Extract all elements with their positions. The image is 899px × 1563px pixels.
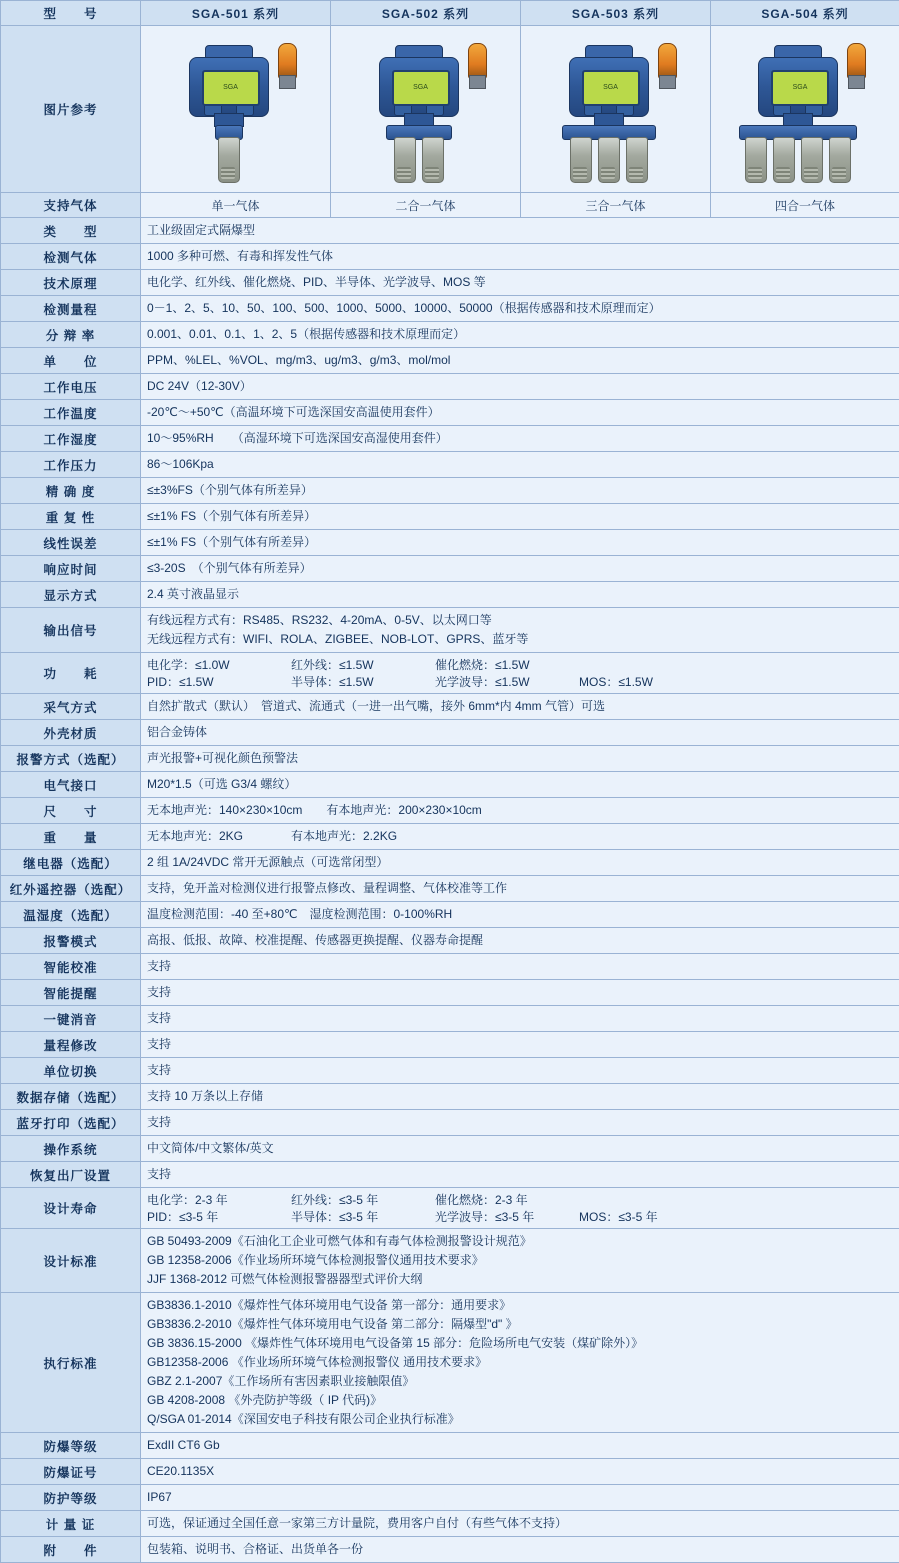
- spec2-value-4: [141, 772, 899, 798]
- device-illustration-1: [161, 33, 311, 185]
- value-line: 支持: [147, 957, 893, 976]
- gas-sensor-probe: [801, 137, 823, 183]
- lifetime-item: 催化燃烧：2-3 年: [435, 1191, 553, 1208]
- spec-value-1: [141, 218, 899, 244]
- device-illustration-2: [351, 33, 501, 185]
- spec2-value-3: [141, 746, 899, 772]
- lifetime-line: [147, 1208, 893, 1225]
- value-line: 支持: [147, 1061, 893, 1080]
- spec-row-14: [1, 556, 899, 582]
- power-consumption-label: 功 耗: [1, 653, 141, 694]
- spec3-value-2: [141, 1459, 899, 1485]
- value-line: 无线远程方式有：WIFI、ROLA、ZIGBEE、NOB-LOT、GPRS、蓝牙等: [147, 630, 893, 649]
- spec2-value-9: [141, 902, 899, 928]
- spec-label-7: 工作电压: [1, 374, 141, 400]
- spec2-label-10: 报警模式: [1, 928, 141, 954]
- spec2-value-5: [141, 798, 899, 824]
- product-image-cell-2: [331, 26, 521, 193]
- device-body: [569, 57, 649, 117]
- device-body: [758, 57, 838, 117]
- spec-value-13: [141, 530, 899, 556]
- value-line: 可选，保证通过全国任意一家第三方计量院，费用客户自付（有些气体不支持）: [147, 1514, 893, 1533]
- spec2-row-1: [1, 694, 899, 720]
- spec2-value-17: [141, 1110, 899, 1136]
- value-line: GB3836.1-2010《爆炸性气体环境用电气设备 第一部分：通用要求》: [147, 1296, 893, 1315]
- spec3-label-1: 防爆等级: [1, 1433, 141, 1459]
- supported-gas-value-1: 单一气体: [141, 193, 331, 218]
- spec2-value-2: [141, 720, 899, 746]
- value-line: 声光报警+可视化颜色预警法: [147, 749, 893, 768]
- spec3-row-5: [1, 1537, 899, 1563]
- gas-sensor-probe: [570, 137, 592, 183]
- product-image-cell-3: [521, 26, 711, 193]
- value-line: GBZ 2.1-2007《工作场所有害因素职业接触限值》: [147, 1372, 893, 1391]
- spec2-value-13: [141, 1006, 899, 1032]
- spec-value-8: [141, 400, 899, 426]
- supported-gas-row: [1, 193, 899, 218]
- value-line: 2 组 1A/24VDC 常开无源触点（可选常闭型）: [147, 853, 893, 872]
- spec-row-5: [1, 322, 899, 348]
- spec3-value-4: [141, 1511, 899, 1537]
- power-item: 红外线：≤1.5W: [291, 656, 409, 673]
- gas-sensor-probe: [394, 137, 416, 183]
- model-column-1: SGA-501 系列: [141, 1, 331, 26]
- spec2-label-3: 报警方式（选配）: [1, 746, 141, 772]
- spec-value-15: [141, 582, 899, 608]
- value-line: 支持 10 万条以上存储: [147, 1087, 893, 1106]
- spec-label-10: 工作压力: [1, 452, 141, 478]
- spec2-value-11: [141, 954, 899, 980]
- spec-label-13: 线性误差: [1, 530, 141, 556]
- device-body: [379, 57, 459, 117]
- spec3-label-2: 防爆证号: [1, 1459, 141, 1485]
- supported-gas-value-3: 三合一气体: [521, 193, 711, 218]
- spec-value-9: [141, 426, 899, 452]
- spec2-label-8: 红外遥控器（选配）: [1, 876, 141, 902]
- lifetime-item: 半导体：≤3-5 年: [291, 1208, 409, 1225]
- spec2-label-6: 重 量: [1, 824, 141, 850]
- spec2-label-17: 蓝牙打印（选配）: [1, 1110, 141, 1136]
- spec2-label-11: 智能校准: [1, 954, 141, 980]
- image-reference-label: 图片参考: [1, 26, 141, 193]
- design-lifetime-label: 设计寿命: [1, 1188, 141, 1229]
- spec-row-6: [1, 348, 899, 374]
- spec-row-4: [1, 296, 899, 322]
- lifetime-item: 红外线：≤3-5 年: [291, 1191, 409, 1208]
- spec2-row-19: [1, 1162, 899, 1188]
- value-line: GB12358-2006 《作业场所环境气体检测报警仪 通用技术要求》: [147, 1353, 893, 1372]
- gas-sensor-probe: [745, 137, 767, 183]
- spec2-row-16: [1, 1084, 899, 1110]
- spec2-row-14: [1, 1032, 899, 1058]
- spec-row-11: [1, 478, 899, 504]
- design-standard-value: [141, 1229, 899, 1293]
- device-display-screen: SGA: [771, 70, 829, 106]
- spec-value-3: [141, 270, 899, 296]
- table-header-row: [1, 1, 899, 26]
- supported-gas-value-4: 四合一气体: [711, 193, 899, 218]
- value-line: 无本地声光：2KG 有本地声光：2.2KG: [147, 827, 893, 846]
- spec2-label-7: 继电器（选配）: [1, 850, 141, 876]
- spec2-label-9: 温湿度（选配）: [1, 902, 141, 928]
- power-item: 光学波导：≤1.5W: [435, 673, 553, 690]
- spec2-value-19: [141, 1162, 899, 1188]
- value-line: ≤±1% FS（个别气体有所差异）: [147, 507, 893, 526]
- value-line: Q/SGA 01-2014《深国安电子科技有限公司企业执行标准》: [147, 1410, 893, 1429]
- value-line: CE20.1135X: [147, 1462, 893, 1481]
- spec-label-8: 工作温度: [1, 400, 141, 426]
- alarm-lamp-icon: [658, 43, 677, 79]
- value-line: IP67: [147, 1488, 893, 1507]
- spec2-row-7: [1, 850, 899, 876]
- spec-row-15: [1, 582, 899, 608]
- spec2-row-8: [1, 876, 899, 902]
- value-line: 1000 多种可燃、有毒和挥发性气体: [147, 247, 893, 266]
- device-display-screen: SGA: [582, 70, 640, 106]
- lifetime-item: MOS：≤3-5 年: [579, 1208, 697, 1225]
- spec2-row-3: [1, 746, 899, 772]
- device-display-screen: SGA: [392, 70, 450, 106]
- value-line: M20*1.5（可选 G3/4 螺纹）: [147, 775, 893, 794]
- spec2-label-5: 尺 寸: [1, 798, 141, 824]
- spec-label-2: 检测气体: [1, 244, 141, 270]
- spec-row-16: [1, 608, 899, 653]
- product-image-cell-1: [141, 26, 331, 193]
- value-line: 支持，免开盖对检测仪进行报警点修改、量程调整、气体校准等工作: [147, 879, 893, 898]
- spec3-row-2: [1, 1459, 899, 1485]
- value-line: ≤±3%FS（个别气体有所差异）: [147, 481, 893, 500]
- spec-row-12: [1, 504, 899, 530]
- spec2-value-7: [141, 850, 899, 876]
- spec3-row-4: [1, 1511, 899, 1537]
- value-line: 2.4 英寸液晶显示: [147, 585, 893, 604]
- spec2-label-15: 单位切换: [1, 1058, 141, 1084]
- value-line: 自然扩散式（默认） 管道式、流通式（一进一出气嘴，接外 6mm*内 4mm 气管）可选: [147, 697, 893, 716]
- spec-value-10: [141, 452, 899, 478]
- spec3-value-5: [141, 1537, 899, 1563]
- alarm-lamp-base: [279, 75, 296, 89]
- power-item: PID：≤1.5W: [147, 673, 265, 690]
- device-illustration-4: [730, 33, 880, 185]
- spec2-row-18: [1, 1136, 899, 1162]
- alarm-lamp-icon: [847, 43, 866, 79]
- spec-row-2: [1, 244, 899, 270]
- spec2-value-15: [141, 1058, 899, 1084]
- spec-value-7: [141, 374, 899, 400]
- spec-label-16: 输出信号: [1, 608, 141, 653]
- spec-row-3: [1, 270, 899, 296]
- spec2-value-6: [141, 824, 899, 850]
- device-display-screen: SGA: [202, 70, 260, 106]
- spec2-value-12: [141, 980, 899, 1006]
- spec2-row-4: [1, 772, 899, 798]
- spec-label-14: 响应时间: [1, 556, 141, 582]
- spec3-label-5: 附 件: [1, 1537, 141, 1563]
- spec2-value-14: [141, 1032, 899, 1058]
- spec-label-11: 精 确 度: [1, 478, 141, 504]
- spec-label-4: 检测量程: [1, 296, 141, 322]
- power-consumption-row: [1, 653, 899, 694]
- spec2-row-11: [1, 954, 899, 980]
- spec2-label-18: 操作系统: [1, 1136, 141, 1162]
- spec3-label-3: 防护等级: [1, 1485, 141, 1511]
- spec2-row-2: [1, 720, 899, 746]
- model-column-2: SGA-502 系列: [331, 1, 521, 26]
- execution-standard-row: [1, 1293, 899, 1433]
- design-lifetime-row: [1, 1188, 899, 1229]
- alarm-lamp-base: [659, 75, 676, 89]
- spec2-value-10: [141, 928, 899, 954]
- spec-row-9: [1, 426, 899, 452]
- device-illustration-3: [541, 33, 691, 185]
- spec3-value-3: [141, 1485, 899, 1511]
- spec-label-3: 技术原理: [1, 270, 141, 296]
- spec2-row-13: [1, 1006, 899, 1032]
- spec-label-15: 显示方式: [1, 582, 141, 608]
- spec-row-10: [1, 452, 899, 478]
- value-line: DC 24V（12-30V）: [147, 377, 893, 396]
- spec-value-5: [141, 322, 899, 348]
- spec2-value-1: [141, 694, 899, 720]
- spec-row-1: [1, 218, 899, 244]
- power-item: MOS：≤1.5W: [579, 673, 697, 690]
- value-line: ExdII CT6 Gb: [147, 1436, 893, 1455]
- lifetime-line: [147, 1191, 893, 1208]
- spec-value-6: [141, 348, 899, 374]
- spec2-label-13: 一键消音: [1, 1006, 141, 1032]
- spec2-row-17: [1, 1110, 899, 1136]
- model-column-3: SGA-503 系列: [521, 1, 711, 26]
- spec-value-16: [141, 608, 899, 653]
- gas-sensor-probe: [829, 137, 851, 183]
- value-line: 电化学、红外线、催化燃烧、PID、半导体、光学波导、MOS 等: [147, 273, 893, 292]
- lifetime-item: 光学波导：≤3-5 年: [435, 1208, 553, 1225]
- spec-value-2: [141, 244, 899, 270]
- design-standard-label: 设计标准: [1, 1229, 141, 1293]
- gas-sensor-probe: [773, 137, 795, 183]
- design-lifetime-value: [141, 1188, 899, 1229]
- spec3-row-3: [1, 1485, 899, 1511]
- model-label: 型 号: [1, 1, 141, 26]
- spec3-row-1: [1, 1433, 899, 1459]
- value-line: -20℃～+50℃（高温环境下可选深国安高温使用套件）: [147, 403, 893, 422]
- value-line: GB 50493-2009《石油化工企业可燃气体和有毒气体检测报警设计规范》: [147, 1232, 893, 1251]
- spec-value-12: [141, 504, 899, 530]
- execution-standard-value: [141, 1293, 899, 1433]
- supported-gas-value-2: 二合一气体: [331, 193, 521, 218]
- value-line: 86～106Kpa: [147, 455, 893, 474]
- spec2-label-4: 电气接口: [1, 772, 141, 798]
- spec-value-14: [141, 556, 899, 582]
- value-line: 支持: [147, 1009, 893, 1028]
- alarm-lamp-icon: [468, 43, 487, 79]
- spec2-row-6: [1, 824, 899, 850]
- spec2-row-10: [1, 928, 899, 954]
- value-line: 铝合金铸体: [147, 723, 893, 742]
- spec-label-9: 工作湿度: [1, 426, 141, 452]
- power-item: 催化燃烧：≤1.5W: [435, 656, 553, 673]
- spec2-value-8: [141, 876, 899, 902]
- alarm-lamp-icon: [278, 43, 297, 79]
- spec-label-1: 类 型: [1, 218, 141, 244]
- value-line: 0－1、2、5、10、50、100、500、1000、5000、10000、50000（根据传感器和技术原理而定）: [147, 299, 893, 318]
- value-line: 无本地声光：140×230×10cm 有本地声光：200×230×10cm: [147, 801, 893, 820]
- value-line: GB 3836.15-2000 《爆炸性气体环境用电气设备第 15 部分：危险场所电气安装（煤矿除外）》: [147, 1334, 893, 1353]
- gas-sensor-probe: [422, 137, 444, 183]
- spec2-label-1: 采气方式: [1, 694, 141, 720]
- value-line: ≤3-20S （个别气体有所差异）: [147, 559, 893, 578]
- spec2-label-16: 数据存储（选配）: [1, 1084, 141, 1110]
- value-line: GB 12358-2006《作业场所环境气体检测报警仪通用技术要求》: [147, 1251, 893, 1270]
- product-image-cell-4: [711, 26, 899, 193]
- spec2-label-2: 外壳材质: [1, 720, 141, 746]
- value-line: ≤±1% FS（个别气体有所差异）: [147, 533, 893, 552]
- design-standard-row: [1, 1229, 899, 1293]
- spec3-label-4: 计 量 证: [1, 1511, 141, 1537]
- lifetime-item: 电化学：2-3 年: [147, 1191, 265, 1208]
- value-line: 支持: [147, 1165, 893, 1184]
- spec2-label-12: 智能提醒: [1, 980, 141, 1006]
- gas-sensor-probe: [626, 137, 648, 183]
- device-body: [189, 57, 269, 117]
- gas-sensor-probe: [598, 137, 620, 183]
- value-line: 包装箱、说明书、合格证、出货单各一份: [147, 1540, 893, 1559]
- spec-row-7: [1, 374, 899, 400]
- spec2-row-5: [1, 798, 899, 824]
- value-line: 0.001、0.01、0.1、1、2、5（根据传感器和技术原理而定）: [147, 325, 893, 344]
- value-line: 10～95%RH （高湿环境下可选深国安高湿使用套件）: [147, 429, 893, 448]
- value-line: JJF 1368-2012 可燃气体检测报警器器型式评价大纲: [147, 1270, 893, 1289]
- spec2-value-18: [141, 1136, 899, 1162]
- spec-label-6: 单 位: [1, 348, 141, 374]
- value-line: 有线远程方式有：RS485、RS232、4-20mA、0-5V、以太网口等: [147, 611, 893, 630]
- value-line: 支持: [147, 1113, 893, 1132]
- gas-sensor-probe: [218, 137, 240, 183]
- value-line: 支持: [147, 983, 893, 1002]
- power-line: [147, 673, 893, 690]
- execution-standard-label: 执行标准: [1, 1293, 141, 1433]
- spec2-label-19: 恢复出厂设置: [1, 1162, 141, 1188]
- spec-row-8: [1, 400, 899, 426]
- lifetime-item: PID：≤3-5 年: [147, 1208, 265, 1225]
- spec2-label-14: 量程修改: [1, 1032, 141, 1058]
- value-line: GB 4208-2008 《外壳防护等级（ IP 代码)》: [147, 1391, 893, 1410]
- power-item: 半导体：≤1.5W: [291, 673, 409, 690]
- spec2-value-16: [141, 1084, 899, 1110]
- value-line: 支持: [147, 1035, 893, 1054]
- spec3-value-1: [141, 1433, 899, 1459]
- spec2-row-12: [1, 980, 899, 1006]
- value-line: PPM、%LEL、%VOL、mg/m3、ug/m3、g/m3、mol/mol: [147, 351, 893, 370]
- supported-gas-label: 支持气体: [1, 193, 141, 218]
- power-line: [147, 656, 893, 673]
- image-reference-row: [1, 26, 899, 193]
- value-line: 工业级固定式隔爆型: [147, 221, 893, 240]
- value-line: GB3836.2-2010《爆炸性气体环境用电气设备 第二部分：隔爆型"d" 》: [147, 1315, 893, 1334]
- power-consumption-value: [141, 653, 899, 694]
- spec-label-5: 分 辩 率: [1, 322, 141, 348]
- value-line: 温度检测范围：-40 至+80℃ 湿度检测范围：0-100%RH: [147, 905, 893, 924]
- spec-row-13: [1, 530, 899, 556]
- model-column-4: SGA-504 系列: [711, 1, 899, 26]
- spec-value-11: [141, 478, 899, 504]
- alarm-lamp-base: [469, 75, 486, 89]
- alarm-lamp-base: [848, 75, 865, 89]
- power-item: 电化学：≤1.0W: [147, 656, 265, 673]
- spec-label-12: 重 复 性: [1, 504, 141, 530]
- value-line: 高报、低报、故障、校准提醒、传感器更换提醒、仪器寿命提醒: [147, 931, 893, 950]
- spec2-row-15: [1, 1058, 899, 1084]
- value-line: 中文简体/中文繁体/英文: [147, 1139, 893, 1158]
- spec2-row-9: [1, 902, 899, 928]
- spec-value-4: [141, 296, 899, 322]
